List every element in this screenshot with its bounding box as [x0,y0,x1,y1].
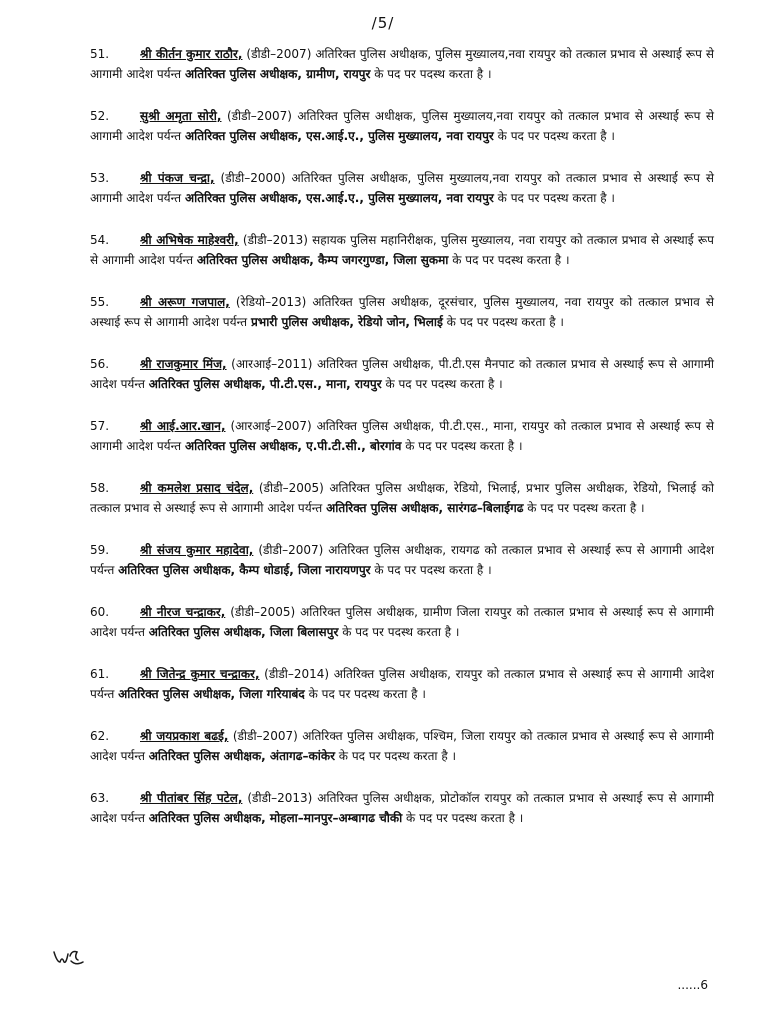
posted-to: अतिरिक्त पुलिस अधीक्षक, एस.आई.ए., पुलिस मुख्यालय, नवा रायपुर [184,129,494,143]
entry-tail: के पद पर पदस्थ करता है । [493,191,615,205]
entry-details: (डीडी–2013) अतिरिक्त पुलिस अधीक्षक, प्रोटोकॉल रायपुर को तत्काल प्रभाव से अस्थाई रूप से आगामी आदेश पर्यन्त [90,791,714,825]
entry-tail: के पद पर पदस्थ करता है । [401,439,523,453]
entry-number: 54. [90,233,110,247]
entry-details: (रेडियो–2013) अतिरिक्त पुलिस अधीक्षक, दूरसंचार, पुलिस मुख्यालय, नवा रायपुर को तत्काल प्रभाव से अस्थाई रूप से आगामी आदेश पर्यन्त [90,295,714,329]
posted-to: अतिरिक्त पुलिस अधीक्षक, कैम्प जगरगुण्डा, जिला सुकमा [196,253,449,267]
order-entry [90,230,714,270]
officer-name: श्री अरूण गजपाल, [140,295,230,309]
entry-tail: के पद पर पदस्थ करता है । [402,811,524,825]
posted-to: अतिरिक्त पुलिस अधीक्षक, मोहला–मानपुर–अम्बागढ चौकी [148,811,403,825]
entry-tail: के पद पर पदस्थ करता है । [448,253,570,267]
officer-name: सुश्री अमृता सोरी, [140,109,222,123]
entry-details: (डीडी–2005) अतिरिक्त पुलिस अधीक्षक, ग्रामीण जिला रायपुर को तत्काल प्रभाव से अस्थाई रूप से आगामी आदेश पर्यन्त [90,605,714,639]
officer-name: श्री कमलेश प्रसाद चंदेल, [140,481,254,495]
entry-number: 55. [90,295,110,309]
entry-number: 52. [90,109,110,123]
order-entry [90,664,714,704]
order-entry [90,478,714,518]
entry-details: (डीडी–2014) अतिरिक्त पुलिस अधीक्षक, रायपुर को तत्काल प्रभाव से अस्थाई रूप से आगामी आदेश पर्यन्त [90,667,714,701]
entry-tail: के पद पर पदस्थ करता है । [334,749,457,763]
entry-number: 59. [90,543,110,557]
posted-to: प्रभारी पुलिस अधीक्षक, रेडियो जोन, भिलाई [250,315,443,329]
officer-name: श्री कीर्तन कुमार राठौर, [140,47,243,61]
entry-tail: के पद पर पदस्थ करता है । [370,563,492,577]
officer-name: श्री पंकज चन्द्रा, [140,171,215,185]
continued-page-marker: ......6 [677,978,708,992]
entry-details: (डीडी–2000) अतिरिक्त पुलिस अधीक्षक, पुलिस मुख्यालय,नवा रायपुर को तत्काल प्रभाव से अस्थाई रूप से आगामी आदेश पर्यन्त [90,171,714,205]
order-entry [90,540,714,580]
order-entry [90,416,714,456]
entry-tail: के पद पर पदस्थ करता है । [493,129,615,143]
officer-name: श्री नीरज चन्द्राकर, [140,605,226,619]
entry-number: 61. [90,667,110,681]
entry-details: (आरआई–2007) अतिरिक्त पुलिस अधीक्षक, पी.टी.एस., माना, रायपुर को तत्काल प्रभाव से अस्थाई रूप से आगामी आदेश पर्यन्त [90,419,714,453]
entry-tail: के पद पर पदस्थ करता है । [442,315,564,329]
officer-name: श्री संजय कुमार महादेवा, [140,543,254,557]
posted-to: अतिरिक्त पुलिस अधीक्षक, अंतागढ–कांकेर [148,749,335,763]
entry-number: 62. [90,729,110,743]
entry-details: (डीडी–2013) सहायक पुलिस महानिरीक्षक, पुलिस मुख्यालय, नवा रायपुर को तत्काल प्रभाव से अस्थाई रूप से आगामी आदेश पर्यन्त [90,233,714,267]
entry-details: (डीडी–2007) अतिरिक्त पुलिस अधीक्षक, रायगढ को तत्काल प्रभाव से अस्थाई रूप से आगामी आदेश पर्यन्त [90,543,714,577]
posted-to: अतिरिक्त पुलिस अधीक्षक, ग्रामीण, रायपुर [184,67,371,81]
entry-number: 58. [90,481,110,495]
posted-to: अतिरिक्त पुलिस अधीक्षक, एस.आई.ए., पुलिस मुख्यालय, नवा रायपुर [184,191,494,205]
officer-name: श्री जितेन्द्र कुमार चन्द्राकर, [140,667,260,681]
officer-name: श्री पीतांबर सिंह पटेल, [140,791,243,805]
posted-to: अतिरिक्त पुलिस अधीक्षक, जिला गरियाबंद [118,687,305,701]
entry-number: 60. [90,605,110,619]
posted-to: अतिरिक्त पुलिस अधीक्षक, सारंगढ–बिलाईगढ [326,501,524,515]
entry-tail: के पद पर पदस्थ करता है । [370,67,492,81]
entry-tail: के पद पर पदस्थ करता है । [381,377,503,391]
order-entry [90,726,714,766]
entry-tail: के पद पर पदस्थ करता है । [523,501,645,515]
posted-to: अतिरिक्त पुलिस अधीक्षक, जिला बिलासपुर [148,625,339,639]
posted-to: अतिरिक्त पुलिस अधीक्षक, ए.पी.टी.सी., बोरगांव [184,439,402,453]
officer-name: श्री अभिषेक माहेश्वरी, [140,233,239,247]
order-entry [90,354,714,394]
entry-number: 53. [90,171,110,185]
entry-details: (डीडी–2005) अतिरिक्त पुलिस अधीक्षक, रेडियो, भिलाई, प्रभार पुलिस अधीक्षक, रेडियो, भिलाई को तत्काल प्रभाव से अस्थाई रूप से आगामी आदेश पर्यन्त [90,481,714,515]
entry-number: 56. [90,357,110,371]
posted-to: अतिरिक्त पुलिस अधीक्षक, कैम्प धोडाई, जिला नारायणपुर [118,563,371,577]
entry-details: (डीडी–2007) अतिरिक्त पुलिस अधीक्षक, पश्चिम, जिला रायपुर को तत्काल प्रभाव से अस्थाई रूप से आगामी आदेश पर्यन्त [90,729,714,763]
order-entry [90,602,714,642]
order-entries-list [90,44,714,850]
entry-details: (आरआई–2011) अतिरिक्त पुलिस अधीक्षक, पी.टी.एस मैनपाट को तत्काल प्रभाव से अस्थाई रूप से आगामी आदेश पर्यन्त [90,357,714,391]
entry-details: (डीडी–2007) अतिरिक्त पुलिस अधीक्षक, पुलिस मुख्यालय,नवा रायपुर को तत्काल प्रभाव से अस्थाई रूप से आगामी आदेश पर्यन्त [90,109,714,143]
entry-number: 51. [90,47,110,61]
entry-number: 57. [90,419,110,433]
entry-details: (डीडी–2007) अतिरिक्त पुलिस अधीक्षक, पुलिस मुख्यालय,नवा रायपुर को तत्काल प्रभाव से अस्थाई रूप से आगामी आदेश पर्यन्त [90,47,714,81]
entry-number: 63. [90,791,110,805]
order-entry [90,106,714,146]
officer-name: श्री राजकुमार मिंज, [140,357,227,371]
officer-name: श्री आई.आर.खान, [140,419,226,433]
officer-name: श्री जयप्रकाश बढई, [140,729,229,743]
posted-to: अतिरिक्त पुलिस अधीक्षक, पी.टी.एस., माना, रायपुर [148,377,382,391]
order-entry [90,168,714,208]
order-entry [90,788,714,828]
entry-tail: के पद पर पदस्थ करता है । [304,687,426,701]
order-entry [90,292,714,332]
page-number: /5/ [371,14,395,32]
entry-tail: के पद पर पदस्थ करता है । [338,625,460,639]
initials-signature [52,942,86,970]
order-entry [90,44,714,84]
